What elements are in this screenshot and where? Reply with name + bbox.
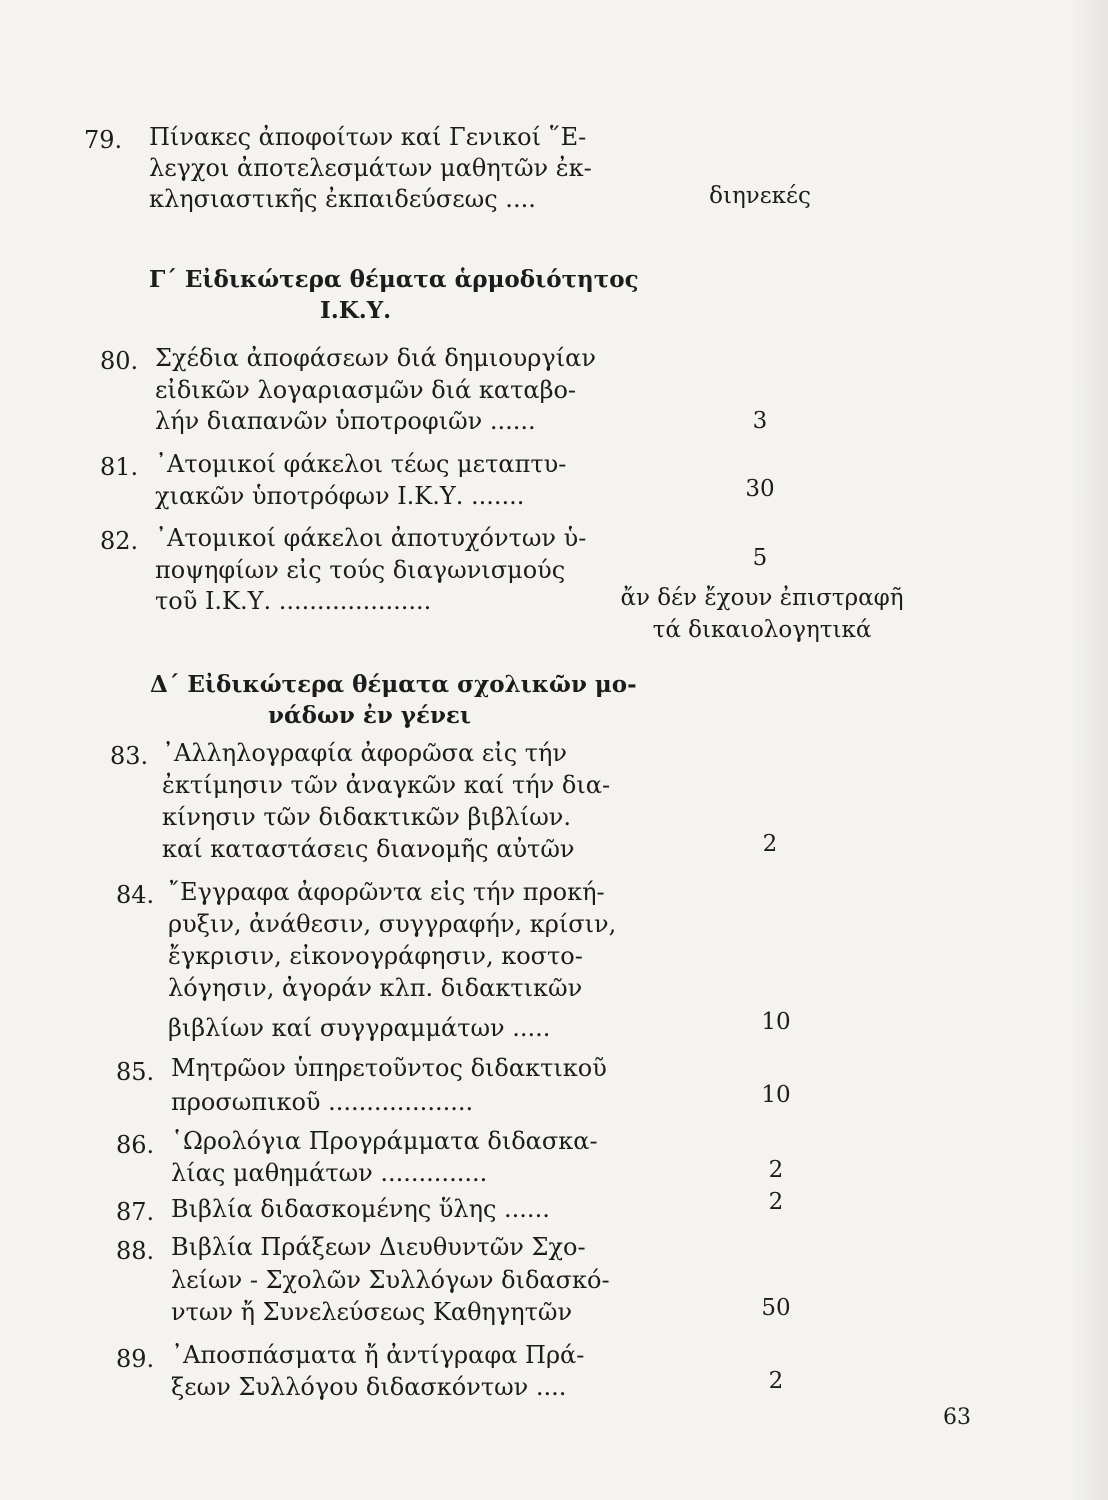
entry-text-line: Βιβλία διδασκομένης ὕλης ...... [171, 1195, 550, 1223]
entry-number: 89. [116, 1345, 155, 1373]
page-number: 63 [943, 1405, 971, 1430]
entry-number: 80. [100, 347, 139, 375]
entry-text-line: ρυξιν, ἀνάθεσιν, συγγραφήν, κρίσιν, [168, 910, 617, 938]
section-heading: Δ΄ Εἰδικώτερα θέματα σχολικῶν μο- [150, 671, 637, 698]
entry-text-line: Βιβλία Πράξεων Διευθυντῶν Σχο- [171, 1233, 586, 1261]
entry-number: 79. [84, 126, 123, 154]
entry-number: 87. [116, 1198, 155, 1226]
entry-text-line: λόγησιν, ἀγοράν κλπ. διδακτικῶν [168, 974, 583, 1002]
entry-text-line: τοῦ Ι.Κ.Υ. .................... [155, 587, 432, 615]
retention-value: 2 [768, 1368, 784, 1394]
entry-text-line: ᾿Αποσπάσματα ἤ ἀντίγραφα Πρά- [171, 1341, 585, 1369]
retention-value: 3 [752, 408, 768, 434]
entry-text-line: λήν διαπανῶν ὑποτροφιῶν ...... [155, 407, 536, 435]
retention-value: 2 [768, 1189, 784, 1215]
retention-value: 5 [752, 545, 768, 571]
retention-note: ἄν δέν ἔχουν ἐπιστραφῆ [620, 585, 904, 611]
entry-number: 83. [110, 742, 149, 770]
section-heading: νάδων ἐν γένει [268, 702, 472, 729]
entry-text-line: Μητρῶον ὑπηρετοῦντος διδακτικοῦ [171, 1054, 607, 1082]
entry-text-line: λείων - Σχολῶν Συλλόγων διδασκό- [171, 1266, 610, 1294]
entry-number: 86. [116, 1131, 155, 1159]
entry-text-line: κίνησιν τῶν διδακτικῶν βιβλίων. [162, 803, 572, 831]
entry-number: 88. [116, 1237, 155, 1265]
entry-text-line: ῎Εγγραφα ἀφορῶντα εἰς τήν προκή- [168, 878, 605, 906]
entry-number: 84. [116, 881, 155, 909]
entry-text-line: ᾿Ατομικοί φάκελοι τέως μεταπτυ- [155, 450, 567, 478]
entry-text-line: ᾿Αλληλογραφία ἀφορῶσα εἰς τήν [162, 739, 568, 767]
retention-value: 50 [761, 1295, 791, 1321]
entry-text-line: ξεων Συλλόγου διδασκόντων .... [171, 1373, 567, 1401]
entry-number: 81. [100, 453, 139, 481]
entry-text-line: ᾿Ατομικοί φάκελοι ἀποτυχόντων ὑ- [155, 524, 587, 552]
retention-value: 2 [762, 831, 778, 857]
retention-value: 2 [768, 1157, 784, 1183]
retention-note: τά δικαιολογητικά [652, 617, 872, 643]
entry-text-line: εἰδικῶν λογαριασμῶν διά καταβο- [155, 376, 577, 404]
entry-text-line: βιβλίων καί συγγραμμάτων ..... [168, 1014, 551, 1042]
entry-number: 82. [100, 527, 139, 555]
entry-text-line: ποψηφίων εἰς τούς διαγωνισμούς [155, 556, 566, 584]
entry-text-line: Πίνακες ἀποφοίτων καί Γενικοί ῞Ε- [149, 123, 587, 151]
entry-text-line: λεγχοι ἀποτελεσμάτων μαθητῶν ἐκ- [149, 154, 592, 182]
retention-value: 30 [745, 476, 775, 502]
entry-text-line: Σχέδια ἀποφάσεων διά δημιουργίαν [155, 344, 596, 372]
entry-text-line: χιακῶν ὑποτρόφων Ι.Κ.Υ. ....... [155, 482, 525, 510]
entry-text-line: κλησιαστικῆς ἐκπαιδεύσεως .... [149, 185, 536, 213]
section-heading: Γ΄ Εἰδικώτερα θέματα ἁρμοδιότητος [149, 266, 639, 293]
entry-text-line: ἔγκρισιν, εἰκονογράφησιν, κοστο- [168, 942, 583, 970]
entry-text-line: ἐκτίμησιν τῶν ἀναγκῶν καί τήν δια- [162, 771, 611, 799]
section-heading: Ι.Κ.Υ. [320, 297, 392, 324]
entry-text-line: καί καταστάσεις διανομῆς αὐτῶν [162, 835, 575, 863]
entry-text-line: λίας μαθημάτων .............. [171, 1159, 488, 1187]
page-edge-shadow [1068, 0, 1108, 1500]
retention-value: διηνεκές [709, 183, 811, 209]
retention-value: 10 [761, 1082, 791, 1108]
entry-text-line: ντων ἤ Συνελεύσεως Καθηγητῶν [171, 1298, 573, 1326]
retention-value: 10 [761, 1009, 791, 1035]
entry-text-line: ῾Ωρολόγια Προγράμματα διδασκα- [171, 1127, 598, 1155]
entry-number: 85. [116, 1058, 155, 1086]
entry-text-line: προσωπικοῦ ................... [171, 1088, 474, 1116]
